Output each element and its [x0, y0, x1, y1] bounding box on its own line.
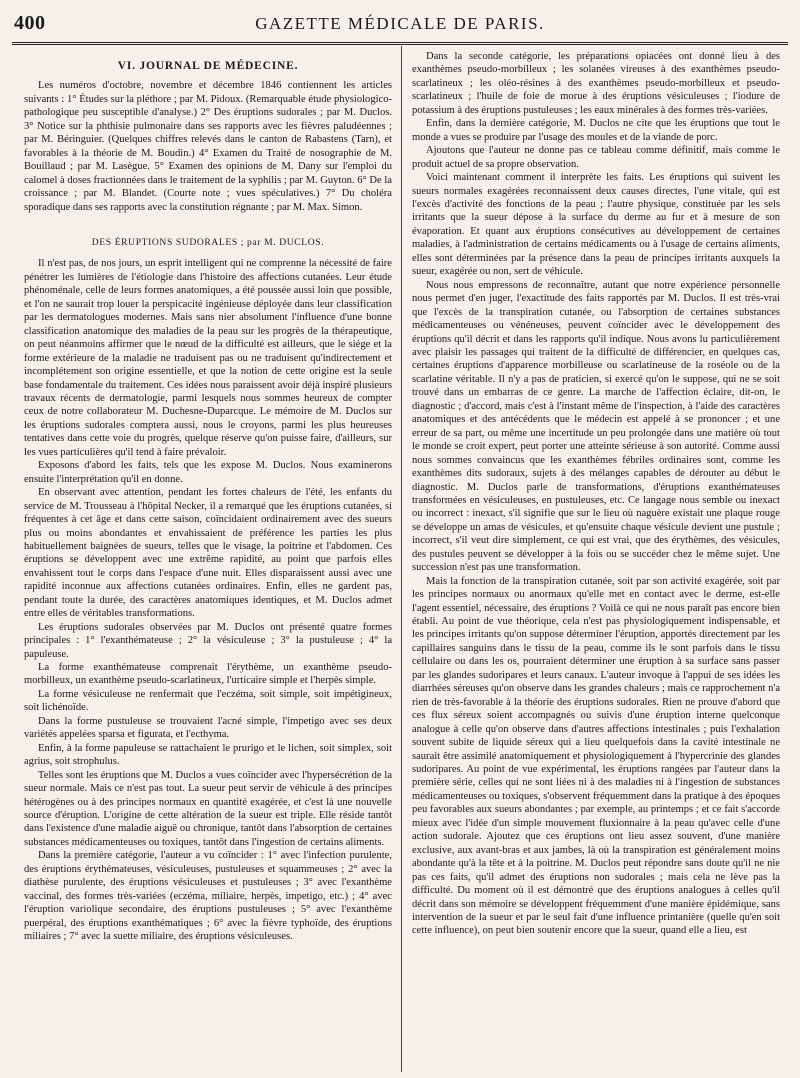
article-paragraph: Voici maintenant comment il interprète les faits. Les éruptions qui suivent les sueurs normales exagérées reconnaissent deux causes directes, l'une vitale, qui est l'excès d'activité des fonctions de la peau ; l'autre physique, constituée par les sels irritants que la sueur dépose à la surface du derme au fur et à mesure de son évaporation. Et quant aux éruptions consécutives au développement de certaines maladies, à l'administration de certains médicaments ou à l'usage de certains aliments, elles sont déterminées par la présence dans la peau de principes irritants auxquels la sueur, exagérée ou non, sert de véhicule. — [412, 172, 780, 278]
section-title: VI. JOURNAL DE MÉDECINE. — [117, 60, 299, 72]
article-paragraph: Telles sont les éruptions que M. Duclos a vues coïncider avec l'hypersécrétion de la sueur normale. Mais ce n'est pas tout. La sueur peut servir de véhicule à des principes hétérogènes ou à des principes normaux en quantité exagérée, et c'est là une nouvelle source d'éruption. L'origine de cette altération de la sueur est triple. Elle réside tantôt dans l'existence d'une maladie aiguë ou chronique, tantôt dans l'absorption de certaines substances médicamenteuses ou toxiques, tantôt dans l'ingestion de certains aliments. — [24, 769, 392, 848]
article-paragraph: Nous nous empressons de reconnaître, autant que notre expérience personnelle nous permet d'en juger, l'exactitude des faits rapportés par M. Duclos. Il est très-vrai que l'excès de la transpiration cutanée, ou l'absorption de certaines substances médicamenteuses ou vénéneuses, peuvent coïncider avec le développement des éruptions qu'il décrit et dans les rapports qu'il indique. Nous avons lu particulièrement avec plaisir les passages qui traitent de la difficulté de différencier, en quelques cas, certaines éruptions d'apparence morbilleuse ou scarlatineuse de la roséole ou de la scarlatine véritable. Il n'y a pas de praticien, si exercé qu'on le suppose, qui ne se soit trouvé dans un embarras de ce genre. La marche de l'affection éclaire, dit-on, le diagnostic ; d'accord, mais c'est à l'instant même de l'inspection, à l'aide des caractères anatomiques et des antécédents que le médecin est appelé à se prononcer ; et une erreur de sa part, ou même une incertitude un peu prolongée dans une matière où tout le monde se croit expert, peut porter une atteinte sérieuse à son autorité. Comme aussi nous sommes convaincus que les exanthèmes fébriles ordinaires sont, comme les exanthèmes dits sudoraux, sujets à des mélanges capables de dérouter au début le diagnostic. M. Duclos parle de transformations, d'éruptions exanthémateuses transformées en vésiculeuses, en pustuleuses, etc. Ce langage nous semble ou inexact ou incorrect : inexact, s'il signifie que sur le lieu où naguère existait une plaque rouge se développe un amas de vésicules, et qu'ensuite chaque vésicule devient une pustule ; incorrect, s'il veut dire simplement, ce qui est vrai, que des érythèmes, des vésicules, des pustules peuvent se développer à la fois ou se succéder chez le même sujet. Une succession n'est pas une transformation. — [412, 279, 780, 574]
article-paragraph: Dans la première catégorie, l'auteur a vu coïncider : 1° avec l'infection purulente, des éruptions érythémateuses, vésiculeuses, pustuleuses et squammeuses ; 2° avec la diathèse purulente, des éruptions vésiculeuses et pustuleuses ; 3° avec l'exanthème vaccinal, des formes très-variées (eczéma, miliaire, herpès, impetigo, etc.) ; 4° avec l'éruption variolique secondaire, des éruptions pustuleuses ; 5° avec l'exanthème puerpéral, des éruptions exanthématiques ; 6° avec la fièvre typhoïde, des éruptions miliaires ; 7° avec la suette miliaire, des éruptions vésiculeuses. — [24, 850, 392, 943]
article-paragraph: Mais la fonction de la transpiration cutanée, soit par son activité exagérée, soit par les principes normaux ou anormaux qu'elle met en contact avec le derme, est-elle l'agent essentiel, nécessaire, des éruptions ? Voilà ce qui ne nous paraît pas encore bien établi. Au point de vue théorique, cela n'est pas physiologiquement indispensable, et les principes irritants qu'on suppose déterminer l'éruption, apportés directement par les capillaires sanguins dans le tissu de la peau, comme ils le sont parfois dans le tissu cellulaire ou dans les os, pourraient déterminer une éruption à sa surface sans passer par les glandes sudoripares et leurs canaux. L'auteur invoque à l'appui de ses idées les diarrhées séreuses qu'on observe dans les grandes chaleurs ; mais ce rapprochement n'a rien de très-favorable à la théorie des éruptions sudorales. Rien ne prouve d'abord que ces flux séreux soient accompagnés ou suivis d'une éruption interne quelconque analogue à celle qu'on observe dans d'autres affections intestinales ; puis l'exhalation souvent subite de liquide séreux qui a lieu quelquefois dans la cavité intestinale ne saurait être assimilé anatomiquement et physiologiquement à l'hypercrinie des glandes sudoripares. Au point de vue expérimental, les éruptions rangées par l'auteur dans la première série, celles qui ne sont liées ni à des maladies ni à l'ingestion de substances médicamenteuses ou toxiques, s'observent fréquemment dans la pratique à des époques peu favorables aux sueurs abondantes ; par exemple, au printemps ; et ce fait s'accorde mieux avec l'idée d'un simple mouvement fluxionnaire à la peau qu'avec celle d'une action sudorale. Ajoutez que ces éruptions ont lieu assez souvent, d'une manière exclusive, aux avant-bras et aux jambes, là où la transpiration est généralement moins abondante qu'à la tête et à la poitrine. M. Duclos peut répondre sans doute qu'il ne nie pas ces faits, qu'il admet des éruptions non sudorales ; mais cela ne lève pas la difficulté. Du moment où il est démontré que des éruptions analogues à celles qu'il décrit dans son mémoire se développent fréquemment d'une manière épidémique, sans intervention de la sueur et par le seul fait d'une influence printanière (quelle qu'en soit cette influence), on peut bien soutenir encore que la sueur, quand elle a lieu, est — [412, 575, 780, 937]
column-divider — [401, 46, 402, 1072]
article-paragraph: Dans la seconde catégorie, les préparations opiacées ont donné lieu à des exanthèmes pseudo-morbilleux ; les solanées vireuses à des exanthèmes pseudo-scarlatineux ; les oléo-résines à des exanthèmes pseudo-morbilleux et pseudo-scarlatineux ; l'huile de foie de morue à des éruptions vésiculeuses ; l'iodure de potassium à des éruptions pustuleuses ; les eaux minérales à des formes très-variées. — [412, 51, 780, 116]
article-paragraph: La forme vésiculeuse ne renfermait que l'eczéma, soit simple, soit impétigineux, soit lichénoïde. — [24, 688, 392, 714]
header-rule — [12, 42, 788, 45]
left-column — [24, 50, 392, 1072]
article-paragraph: Les éruptions sudorales observées par M. Duclos ont présenté quatre formes principales : 1° l'exanthémateuse ; 2° la vésiculeuse ; 3° la pustuleuse ; 4° la papuleuse. — [24, 621, 392, 660]
journal-title: GAZETTE MÉDICALE DE PARIS. — [255, 14, 545, 33]
article-paragraph: Ajoutons que l'auteur ne donne pas ce tableau comme définitif, mais comme le produit actuel de sa propre observation. — [412, 145, 780, 170]
right-column — [412, 50, 780, 1072]
page-header — [12, 10, 788, 38]
article-paragraph: La forme exanthémateuse comprenait l'érythème, un exanthème pseudo-morbilleux, un exanthème pseudo-scarlatineux, l'urticaire simple et l'herpès simple. — [24, 662, 392, 687]
article-subheading: DES ÉRUPTIONS SUDORALES ; par M. DUCLOS. — [91, 236, 325, 248]
article-paragraph: En observant avec attention, pendant les fortes chaleurs de l'été, les enfants du service de M. Trousseau à l'hôpital Necker, il a remarqué que les éruptions cutanées, si fréquentes à cet âge et dans cette saison, coïncidaient ordinairement avec des sueurs plus ou moins abondantes et envahissaient de préférence les parties les plus habituellement baignées de sueurs, telles que le visage, la poitrine et l'abdomen. Ces éruptions se développent avec une extrême rapidité, au point que parfois elles envahissent tout le corps dans l'espace d'une nuit. Elles disparaissent aussi avec une rapidité inconnue aux affections cutanées ordinaires. Enfin, elles ne gardent pas, pendant toute la durée, des caractères anatomiques identiques, et M. Duclos admet entre elles de véritables transformations. — [24, 487, 392, 620]
article-paragraph: Dans la forme pustuleuse se trouvaient l'acné simple, l'impetigo avec ses deux variétés appelées sparsa et figurata, et l'ecthyma. — [24, 715, 392, 741]
article-paragraph: Enfin, à la forme papuleuse se rattachaient le prurigo et le lichen, soit simplex, soit agrius, soit strophulus. — [24, 742, 392, 768]
article-paragraph: Enfin, dans la dernière catégorie, M. Duclos ne cite que les éruptions que tout le monde a vues se produire par l'usage des moules et de la viande de porc. — [412, 118, 780, 143]
page-number: 400 — [14, 12, 46, 34]
article-paragraph: Exposons d'abord les faits, tels que les expose M. Duclos. Nous examinerons ensuite l'interprétation qu'il en donne. — [24, 460, 392, 485]
journal-contents-paragraph: Les numéros d'octobre, novembre et décembre 1846 contiennent les articles suivants : 1° Études sur la pléthore ; par M. Pidoux. (Remarquable étude physiologico-pathologique peu susceptible d'analyse.) 2° Des éruptions sudorales ; par M. Duclos. 3° Notice sur la phthisie pulmonaire dans ses rapports avec les fièvres paludéennes ; par M. Béringuier. (Quelques chiffres relevés dans le canton de Rabastens (Tarn), et favorables à la théorie de M. Boudin.) 4° Examen du Traité de nosographie de M. Bouillaud ; par M. Lasègue. 5° Examen des opinions de M. Dany sur l'emploi du calomel à doses fractionnées dans le traitement de la syphilis ; par M. Guyton. 6° De la croissance ; par M. Blandet. (Courte note ; vues spéculatives.) 7° Du choléra sporadique dans ses rapports avec la constitution régnante ; par M. Max. Simon. — [24, 80, 392, 213]
article-paragraph: Il n'est pas, de nos jours, un esprit intelligent qui ne comprenne la nécessité de faire pénétrer les lumières de l'étiologie dans l'histoire des affections cutanées. Leur étude phénoménale, celle de leurs formes anatomiques, a été poussée aussi loin que possible, et l'on ne saurait trop louer la perspicacité ingénieuse déployée dans leur classification par les dermatologues modernes. Mais sans nier absolument l'influence d'une bonne classification anatomique des maladies de la peau sur les progrès de la thérapeutique, on peut néanmoins affirmer que le nœud de la difficulté est ailleurs, que le siége et la forme extérieure de la maladie ne traduisent pas ou ne traduisent qu'indirectement et incomplétement son origine essentielle, et que la notion de cette origine est la seule base fondamentale du traitement. Ces idées nous paraissent avoir déjà inspiré plusieurs travaux récents de dermatologie, parmi lesquels nous sommes heureux de compter ceux de notre collaborateur M. Duchesne-Duparcque. Le mémoire de M. Duclos sur les éruptions sudorales comptera aussi, nous le croyons, parmi les plus heureuses tentatives dans cette voie du progrès, quelque réserve qu'on puisse faire, d'ailleurs, sur les vues particulières qu'il tend à faire prévaloir. — [24, 258, 392, 458]
